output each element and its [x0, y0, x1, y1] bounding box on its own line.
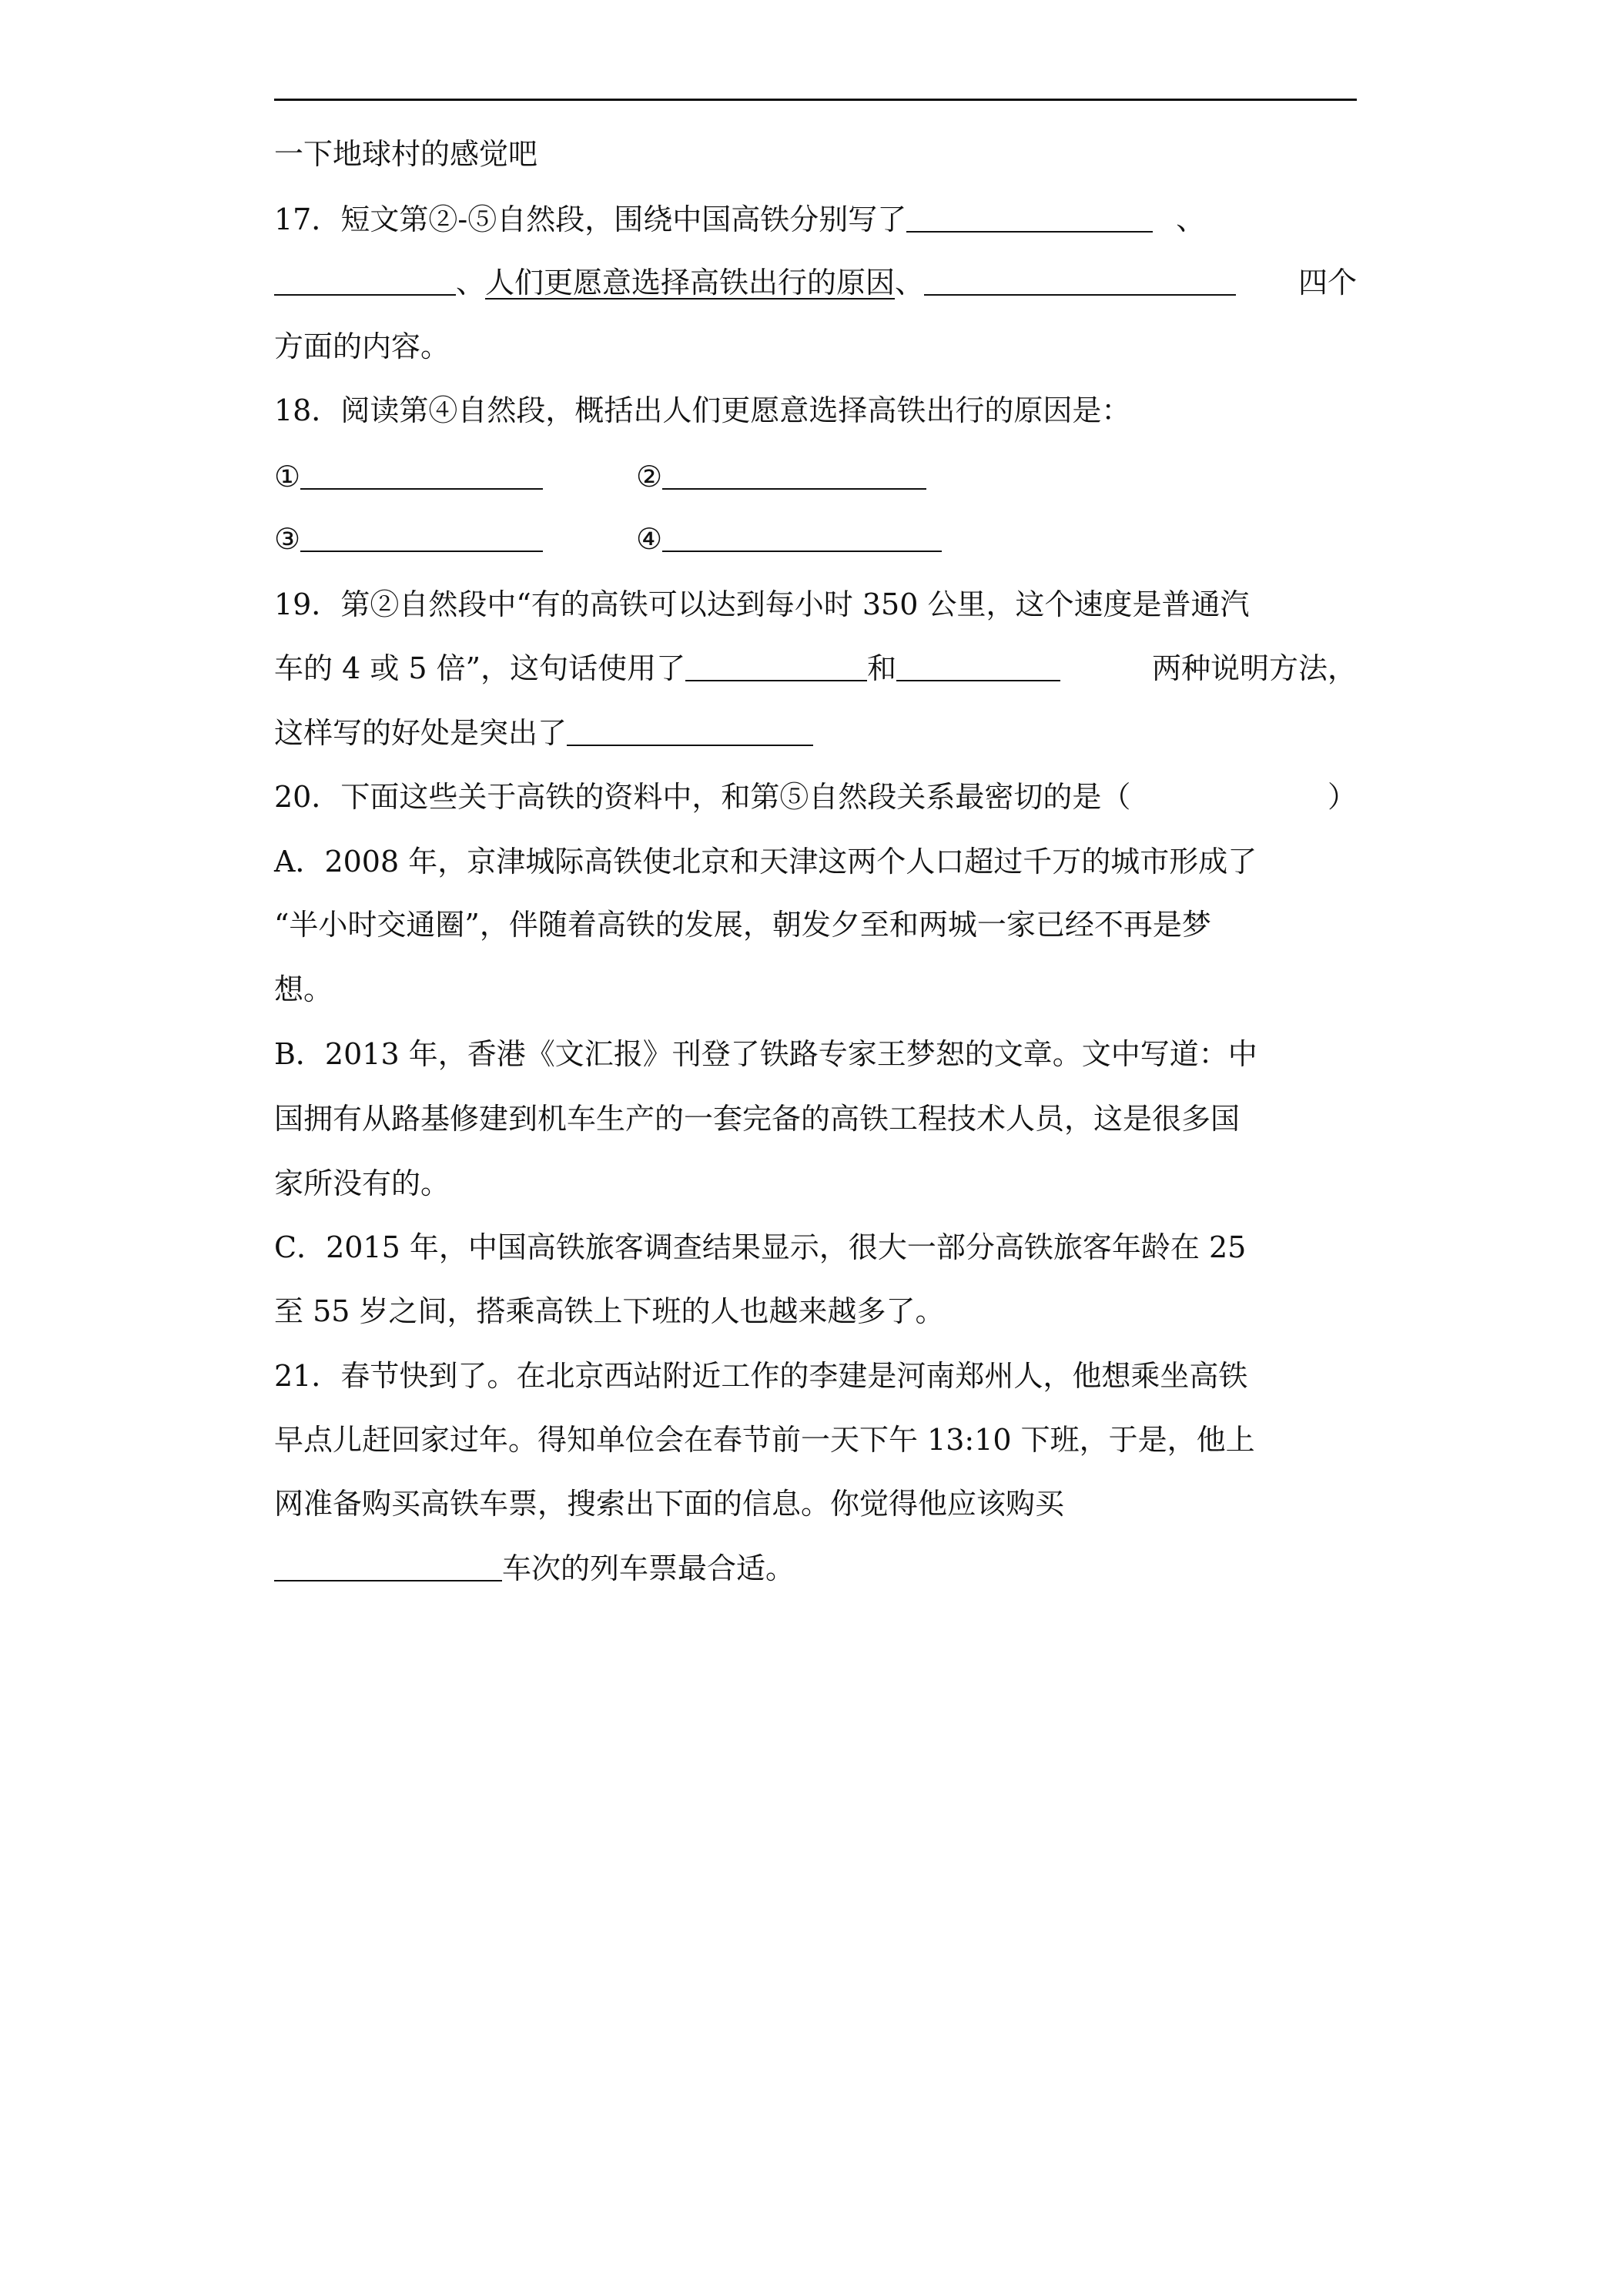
question-19-text-b: 和 [867, 651, 897, 685]
question-20-line-1 [274, 774, 1357, 820]
option-c-text: 至 55 岁之间，搭乘高铁上下班的人也越来越多了。 [274, 1294, 945, 1328]
question-17-text-end: 方面的内容。 [274, 330, 450, 363]
option-a-line-2 [274, 902, 1357, 948]
continued-text: 一下地球村的感觉吧 [274, 137, 538, 171]
question-18-answers-row-1 [274, 454, 1357, 500]
option-a-line-1 [274, 838, 1357, 885]
option-b-line-1 [274, 1031, 1357, 1077]
question-19-text: 19．第②自然段中“有的高铁可以达到每小时 350 公里，这个速度是普通汽 [274, 587, 1250, 621]
question-21-text: 21．春节快到了。在北京西站附近工作的李建是河南郑州人，他想乘坐高铁 [274, 1359, 1248, 1393]
answer-blank-3[interactable] [300, 523, 543, 552]
answer-blank-1[interactable] [300, 460, 543, 490]
answer-blank-2[interactable] [662, 460, 926, 490]
answer-blank-4[interactable] [662, 523, 942, 552]
separator: 、 [456, 266, 486, 300]
option-a-line-3 [274, 966, 1357, 1012]
question-21-text-end: 车次的列车票最合适。 [502, 1551, 795, 1585]
question-18-text: 18．阅读第④自然段，概括出人们更愿意选择高铁出行的原因是： [274, 393, 1131, 427]
option-b-text: 家所没有的。 [274, 1166, 450, 1200]
answer-blank[interactable] [896, 652, 1060, 681]
question-17-line-1 [274, 196, 1357, 243]
question-17-text: 17．短文第②-⑤自然段，围绕中国高铁分别写了 [274, 202, 907, 236]
option-c-text: C．2015 年，中国高铁旅客调查结果显示，很大一部分高铁旅客年龄在 25 [274, 1230, 1247, 1264]
separator: 、 [1176, 202, 1206, 236]
question-17-line-3 [274, 323, 1357, 370]
marker-3: ③ [274, 522, 301, 556]
option-a-text: A．2008 年，京津城际高铁使北京和天津这两个人口超过千万的城市形成了 [274, 845, 1257, 879]
question-19-line-2 [274, 645, 1357, 691]
question-21-line-1 [274, 1353, 1357, 1399]
question-17-line-2 [274, 259, 1357, 306]
option-c-line-2 [274, 1288, 1357, 1334]
option-b-line-3 [274, 1160, 1357, 1207]
answer-blank[interactable] [274, 1552, 502, 1581]
question-21-line-3 [274, 1481, 1357, 1527]
option-c-line-1 [274, 1224, 1357, 1270]
answer-blank[interactable] [924, 266, 1236, 296]
answer-blank[interactable] [906, 203, 1153, 233]
header-rule [274, 99, 1357, 101]
answer-bracket-close[interactable]: ） [1327, 780, 1357, 814]
question-19-text-c: 两种说明方法， [1151, 651, 1357, 685]
separator: 、 [895, 266, 925, 300]
marker-1: ① [274, 460, 301, 494]
option-b-text: 国拥有从路基修建到机车生产的一套完备的高铁工程技术人员，这是很多国 [274, 1102, 1241, 1136]
answer-blank[interactable] [274, 266, 456, 296]
question-21-text: 网准备购买高铁车票，搜索出下面的信息。你觉得他应该购买 [274, 1487, 1065, 1521]
question-19-text-a: 车的 4 或 5 倍”，这句话使用了 [274, 651, 686, 685]
question-19-text-end: 这样写的好处是突出了 [274, 716, 568, 750]
question-18-answers-row-2 [274, 516, 1357, 562]
question-21-text: 早点儿赶回家过年。得知单位会在春节前一天下午 13:10 下班，于是，他上 [274, 1423, 1255, 1457]
option-b-text: B．2013 年，香港《文汇报》刊登了铁路专家王梦恕的文章。文中写道：中 [274, 1037, 1257, 1071]
option-a-text: “半小时交通圈”，伴随着高铁的发展，朝发夕至和两城一家已经不再是梦 [274, 908, 1211, 942]
question-19-line-3 [274, 710, 1357, 756]
question-17-tail: 四个 [1298, 266, 1357, 300]
option-b-line-2 [274, 1096, 1357, 1142]
continued-text-line [274, 131, 1357, 177]
question-21-line-4 [274, 1545, 1357, 1591]
underlined-answer: 人们更愿意选择高铁出行的原因 [485, 266, 896, 300]
option-a-text: 想。 [274, 972, 333, 1006]
answer-blank[interactable] [567, 717, 813, 746]
question-21-line-2 [274, 1417, 1357, 1463]
question-20-text: 20．下面这些关于高铁的资料中，和第⑤自然段关系最密切的是（ [274, 780, 1131, 814]
marker-4: ④ [636, 522, 663, 556]
question-19-line-1 [274, 581, 1357, 628]
marker-2: ② [636, 460, 663, 494]
question-18-line [274, 387, 1357, 433]
answer-blank[interactable] [685, 652, 867, 681]
